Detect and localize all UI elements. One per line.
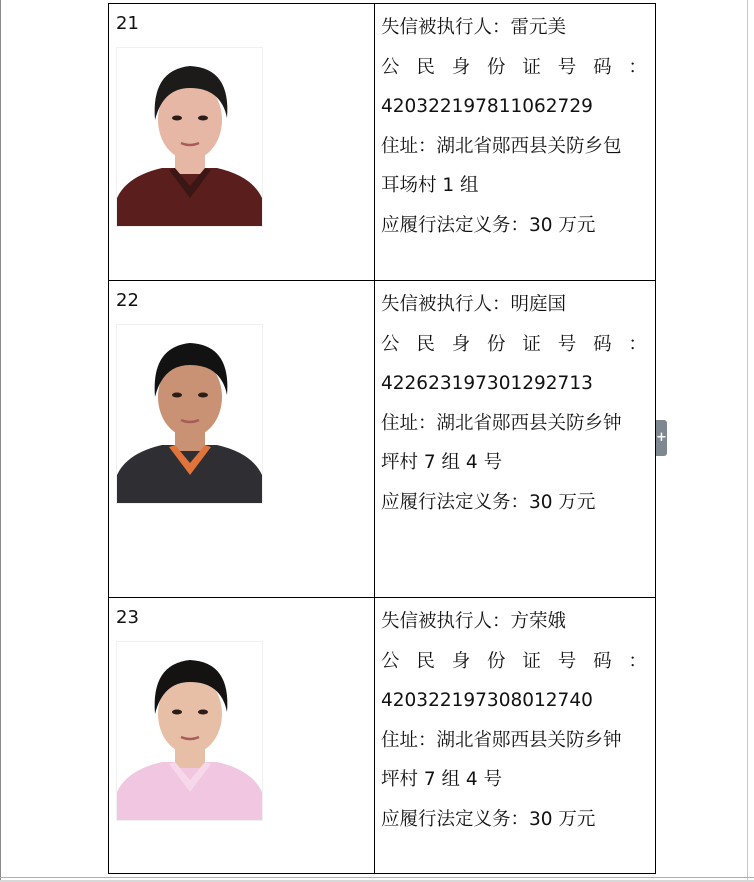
id-label-char: 份 (487, 333, 506, 355)
id-label-char: 身 (451, 56, 471, 78)
obligation-amount: 应履行法定义务：30 万元 (381, 491, 596, 513)
name-label: 失信被执行人： (381, 294, 511, 315)
id-label (381, 642, 647, 682)
portrait-illustration (117, 642, 262, 820)
eye-shape (172, 393, 182, 398)
plus-icon[interactable]: + (656, 430, 667, 445)
table-row (109, 4, 656, 281)
portrait-photo (116, 47, 263, 227)
obligation-amount: 应履行法定义务：30 万元 (381, 214, 596, 236)
name-line (381, 8, 649, 48)
id-label-char: 证 (522, 650, 541, 672)
debtor-name: 雷元美 (510, 17, 567, 38)
address-line-continued: 耳场村 1 组 (381, 175, 479, 197)
debtor-name: 明庭国 (510, 294, 567, 315)
id-label-char: 码 (593, 650, 612, 672)
table-row (109, 598, 656, 874)
id-label-char: 民 (416, 56, 435, 78)
page-left-edge (0, 0, 1, 882)
portrait-illustration (117, 48, 262, 226)
row-number: 23 (116, 607, 139, 628)
name-label: 失信被执行人： (381, 611, 511, 632)
id-label (381, 48, 647, 88)
id-label-char: 证 (522, 333, 541, 355)
address-line: 住址：湖北省郧西县关防乡钟 (381, 729, 622, 751)
id-label-char: 公 (381, 56, 400, 78)
id-label-char: 号 (557, 56, 577, 78)
id-label-char: 份 (487, 56, 506, 78)
info-cell (375, 4, 656, 281)
row-number: 22 (116, 290, 139, 311)
id-label-char: 码 (593, 333, 612, 355)
info-cell (375, 598, 656, 874)
name-line (381, 285, 649, 325)
id-number: 420322197308012740 (381, 690, 593, 712)
table-row (109, 281, 656, 598)
portrait-photo (116, 641, 263, 821)
address-line-continued: 坪村 7 组 4 号 (381, 452, 503, 474)
id-label (381, 325, 647, 365)
row-number: 21 (116, 13, 139, 34)
debtor-name: 方荣娥 (510, 611, 567, 632)
id-label-char: 证 (522, 56, 541, 78)
name-label: 失信被执行人： (381, 17, 511, 38)
id-label-char: 号 (557, 650, 577, 672)
id-label-char: 身 (451, 650, 471, 672)
obligation-amount: 应履行法定义务：30 万元 (381, 808, 596, 830)
name-line (381, 602, 649, 642)
eye-shape (198, 116, 208, 121)
id-label-char: 码 (593, 56, 612, 78)
portrait-illustration (117, 325, 262, 503)
id-label-char: 民 (416, 650, 435, 672)
debtor-table (108, 3, 656, 874)
info-cell (375, 281, 656, 598)
address-line-continued: 坪村 7 组 4 号 (381, 769, 503, 791)
portrait-photo (116, 324, 263, 504)
id-label-char: 份 (487, 650, 506, 672)
page-right-edge (747, 0, 748, 882)
address-line: 住址：湖北省郧西县关防乡钟 (381, 412, 622, 434)
id-label-char: 身 (451, 333, 471, 355)
id-label-char: 公 (381, 650, 400, 672)
address-line: 住址：湖北省郧西县关防乡包 (381, 135, 622, 157)
eye-shape (172, 116, 182, 121)
id-label-char: 号 (557, 333, 577, 355)
id-number: 420322197811062729 (381, 96, 593, 118)
id-label-char: ： (628, 56, 647, 78)
photo-cell (109, 598, 375, 874)
id-label-char: ： (628, 650, 647, 672)
photo-cell (109, 4, 375, 281)
eye-shape (172, 710, 182, 715)
page-bottom-rule (0, 877, 754, 878)
expand-tab[interactable] (656, 420, 667, 456)
id-label-char: ： (628, 333, 647, 355)
eye-shape (198, 393, 208, 398)
photo-cell (109, 281, 375, 598)
id-label-char: 公 (381, 333, 400, 355)
id-label-char: 民 (416, 333, 435, 355)
eye-shape (198, 710, 208, 715)
id-number: 422623197301292713 (381, 373, 593, 395)
